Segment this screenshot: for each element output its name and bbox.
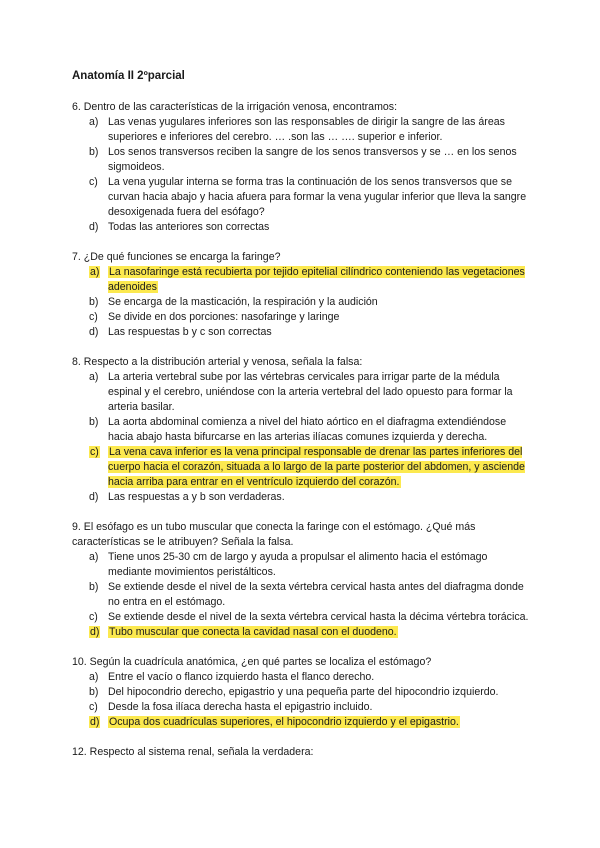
options-list: [72, 265, 532, 340]
option-label: b): [89, 146, 99, 158]
option-label: c): [89, 611, 98, 623]
option-text: La vena yugular interna se forma tras la continuación de los senos transversos que se curvan hacia abajo y hacia afuera para formar la vena yugular inferior que lleva la sangre desoxigenada fuera del esófago?: [108, 176, 527, 218]
highlighted-option-text: La nasofaringe está recubierta por tejido epitelial cilíndrico conteniendo las vegetaciones adenoides: [108, 266, 525, 293]
option-text: Se extiende desde el nivel de la sexta vértebra cervical hasta la décima vértebra torácica.: [108, 611, 529, 623]
option-label: [89, 715, 100, 730]
question-list: [72, 100, 532, 775]
option-label: b): [89, 416, 99, 428]
answer-option: [72, 670, 532, 685]
answer-option: [72, 310, 532, 325]
question-text: 10. Según la cuadrícula anatómica, ¿en qué partes se localiza el estómago?: [72, 656, 432, 668]
highlight-mark: d): [90, 626, 100, 638]
highlight-mark: d): [90, 716, 100, 728]
option-label: d): [89, 326, 99, 338]
question-block: [72, 745, 532, 760]
answer-option: [72, 445, 532, 490]
option-label: [89, 445, 100, 460]
options-list: [72, 370, 532, 505]
option-text: Las respuestas a y b son verdaderas.: [108, 491, 285, 503]
option-label: b): [89, 581, 99, 593]
highlight-mark: c): [90, 446, 99, 458]
answer-option: [72, 415, 532, 445]
question-block: [72, 520, 532, 640]
option-label: d): [89, 221, 99, 233]
option-label: c): [89, 701, 98, 713]
question-block: [72, 655, 532, 730]
option-text: Las respuestas b y c son correctas: [108, 326, 272, 338]
answer-option: [72, 175, 532, 220]
highlight-mark: a): [90, 266, 100, 278]
answer-option: [72, 700, 532, 715]
option-text: Todas las anteriores son correctas: [108, 221, 270, 233]
option-label: b): [89, 686, 99, 698]
option-label: [89, 265, 100, 280]
option-text: Se extiende desde el nivel de la sexta vértebra cervical hasta antes del diafragma donde no entra en el estómago.: [108, 581, 524, 608]
option-text: Desde la fosa ilíaca derecha hasta el epigastrio incluido.: [108, 701, 373, 713]
option-text: Tiene unos 25-30 cm de largo y ayuda a propulsar el alimento hacia el estómago mediante movimientos peristálticos.: [108, 551, 488, 578]
document-title: Anatomía II 2ºparcial: [72, 70, 185, 82]
answer-option: [72, 115, 532, 145]
highlighted-option-text: Tubo muscular que conecta la cavidad nasal con el duodeno.: [109, 626, 397, 638]
option-label: a): [89, 551, 99, 563]
question-text: 7. ¿De qué funciones se encarga la faringe?: [72, 251, 281, 263]
option-label: a): [89, 371, 99, 383]
option-text: Entre el vacío o flanco izquierdo hasta el flanco derecho.: [108, 671, 375, 683]
option-text: Los senos transversos reciben la sangre de los senos transversos y se … en los senos sigmoideos.: [108, 146, 517, 173]
question-block: [72, 100, 532, 235]
options-list: [72, 670, 532, 730]
option-text: Las venas yugulares inferiores son las responsables de dirigir la sangre de las áreas superiores e inferiores del cerebro. … .son las … …. superior e inferior.: [108, 116, 505, 143]
answer-option: [72, 145, 532, 175]
answer-option: [72, 220, 532, 235]
option-text: Del hipocondrio derecho, epigastrio y una pequeña parte del hipocondrio izquierdo.: [108, 686, 499, 698]
question-text: 9. El esófago es un tubo muscular que conecta la faringe con el estómago. ¿Qué más características se le atribuyen? Señala la falsa.: [72, 521, 476, 548]
answer-option: [72, 490, 532, 505]
answer-option: [72, 625, 532, 640]
question-block: [72, 355, 532, 505]
option-label: a): [89, 671, 99, 683]
question-text: 8. Respecto a la distribución arterial y venosa, señala la falsa:: [72, 356, 363, 368]
answer-option: [72, 325, 532, 340]
option-label: d): [89, 491, 99, 503]
option-text: La aorta abdominal comienza a nivel del hiato aórtico en el diafragma extendiéndose hacia abajo hasta bifurcarse en las arterias ilíacas comunes izquierda y derecha.: [108, 416, 507, 443]
highlighted-option-text: La vena cava inferior es la vena principal responsable de drenar las partes inferiores del cuerpo hacia el corazón, situada a lo largo de la parte posterior del abdomen, y asciende hacia arriba para entrar en el ventrículo izquierdo del corazón.: [108, 446, 525, 488]
option-label: b): [89, 296, 99, 308]
option-label: a): [89, 116, 99, 128]
answer-option: [72, 550, 532, 580]
option-label: c): [89, 176, 98, 188]
answer-option: [72, 715, 532, 730]
highlighted-option-text: Ocupa dos cuadrículas superiores, el hipocondrio izquierdo y el epigastrio.: [109, 716, 459, 728]
question-block: [72, 250, 532, 340]
answer-option: [72, 370, 532, 415]
answer-option: [72, 295, 532, 310]
option-text: La arteria vertebral sube por las vértebras cervicales para irrigar parte de la médula espinal y el cerebro, uniéndose con la arteria vertebral del lado opuesto para formar la arteria basilar.: [108, 371, 513, 413]
answer-option: [72, 265, 532, 295]
option-label: [89, 625, 100, 640]
option-label: c): [89, 311, 98, 323]
answer-option: [72, 610, 532, 625]
answer-option: [72, 685, 532, 700]
option-text: Se divide en dos porciones: nasofaringe y laringe: [108, 311, 340, 323]
question-text: 6. Dentro de las características de la irrigación venosa, encontramos:: [72, 101, 398, 113]
option-text: Se encarga de la masticación, la respiración y la audición: [108, 296, 378, 308]
question-text: 12. Respecto al sistema renal, señala la verdadera:: [72, 746, 314, 758]
options-list: [72, 115, 532, 235]
answer-option: [72, 580, 532, 610]
options-list: [72, 550, 532, 640]
